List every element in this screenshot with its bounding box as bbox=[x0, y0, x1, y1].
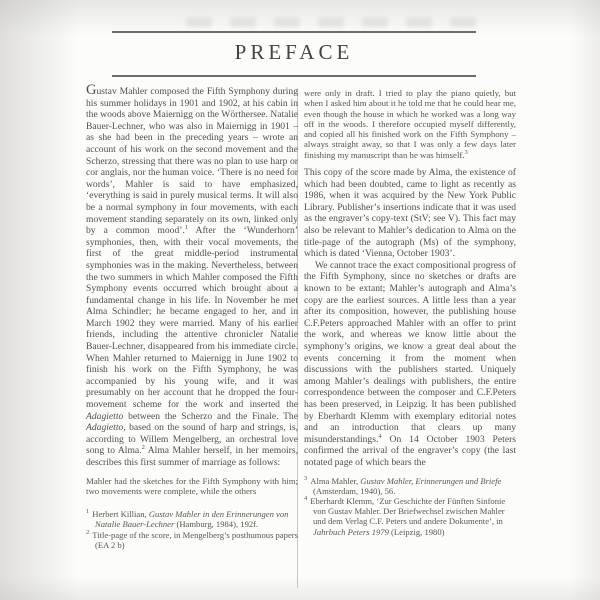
page-title: PREFACE bbox=[234, 40, 354, 64]
right-column bbox=[304, 86, 516, 537]
blockquote-start: Mahler had the sketches for the Fifth Symphony with him; two movements were complete, while the others bbox=[86, 475, 298, 496]
page-bleed-through bbox=[186, 18, 476, 27]
left-column bbox=[86, 82, 298, 550]
footnote-2-text: Title-page of the score, in Mengelberg’s posthumous papers (EA 2 b) bbox=[92, 529, 298, 550]
title-rule-bottom bbox=[112, 75, 476, 77]
footnote-1 bbox=[86, 509, 298, 529]
blockquote-continuation: were only in draft. I tried to play the piano quietly, but when I asked him about it he told me that he could hear me, even though the house in which he worked was a long way off in the woods. I therefore occupied myself differently, and copied all his finished work on the Fifth Symphony – always straight away, so that I was only a few days later finishing my manuscript than he was himself.$^3$ bbox=[304, 88, 516, 160]
footnote-3 bbox=[304, 476, 516, 496]
footnote-4 bbox=[304, 496, 516, 537]
footnote-4-marker: 4 bbox=[304, 495, 308, 503]
footnote-2 bbox=[86, 530, 298, 550]
footnotes-left bbox=[86, 509, 298, 550]
paragraph-compositional-progress: We cannot trace the exact compositional progress of the Fifth Symphony, since no sketches or drafts are known to be extant; Mahler’s autograph and Alma’s copy are the earliest sources. A little less than a year after its composition, however, the publishing house C.F.Peters approached Mahler with an offer to print the work, and whereas we know little about the symphony’s origins, we know a great deal about the events concerning it from the moment when discussions with the publishers started. Uniquely among Mahler’s dealings with publishers, the entire correspondence between the composer and C.F.Peters has been preserved, in Leipzig. It has been published by Eberhardt Klemm with exemplary editorial notes and an introduction that clears up many misunderstandings.$^4$ On 14 October 1903 Peters confirmed the arrival of the engraver’s copy (the last notated page of which bears the bbox=[304, 259, 516, 468]
book-page bbox=[36, 4, 572, 594]
footnote-3-marker: 3 bbox=[304, 474, 308, 482]
main-paragraph: Gustav Mahler composed the Fifth Symphony during his summer holidays in 1901 and 1902, at his cabin in the woods above Maiernigg on the Wörthersee. Natalie Bauer-Lechner, who was also in Maiernigg in 1901 – as she had been in the preceding years – wrote an account of his work on the second movement and the Scherzo, stressing that there was no plan to use harp or cor anglais, nor the human voice. ‘There is no need for words’, Mahler is said to have emphasized, ‘everything is said in purely musical terms. It will also be a normal symphony in four movements, with each movement standing separately on its own, linked only by a common mood’.$^1$ After the ‘Wunderhorn’ symphonies, then, with their vocal movements, the first of the great middle-period instrumental symphonies was in the making. Nevertheless, between the two summers in which Mahler composed the Fifth Symphony events occurred which brought about a fundamental change in his life. In November he met Alma Schindler; he became engaged to her, and in March 1902 they were married. Many of his earlier friends, including the attentive chronicler Natalie Bauer-Lechner, disappeared from his immediate circle. When Mahler returned to Maiernigg in June 1902 to finish his work on the Fifth Symphony, he was accompanied by his young wife, and it was presumably on her account that he dropped the four-movement scheme for the work and inserted the Adagietto between the Scherzo and the Finale. The Adagietto, based on the sound of harp and strings, is, according to Willem Mengelberg, an orchestral love song to Alma.$^2$ Alma Mahler herself, in her memoirs, describes this first summer of marriage as follows: bbox=[86, 82, 298, 468]
paragraph-copy-of-score: This copy of the score made by Alma, the existence of which had been doubted, came to light as recently as 1986, when it was acquired by the New York Public Library. Publisher’s insertions indicate that it was used as the engraver’s copy-text (StV; see V). This fact may also be relevant to Mahler’s dedication to Alma on the title-page of the autograph (Ms) of the symphony, which is dated ‘Vienna, October 1903’. bbox=[304, 167, 516, 260]
footnote-1-marker: 1 bbox=[86, 508, 90, 516]
footnote-1-text: Herbert Killian, Gustav Mahler in den Erinnerungen von Natalie Bauer-Lechner (Hamburg, 1984), 192f. bbox=[92, 509, 289, 530]
footnote-2-marker: 2 bbox=[86, 528, 90, 536]
footnotes-right bbox=[304, 476, 516, 537]
footnote-4-text: Eberhardt Klemm, ‘Zur Geschichte der Fünften Sinfonie von Gustav Mahler. Der Briefwechsel zwischen Mahler und dem Verlag C.F. Peters und andere Dokumente’, in Jahrbuch Peters 1979 (Leipzig, 1980) bbox=[310, 495, 506, 537]
footnote-3-text: Alma Mahler, Gustav Mahler, Erinnerungen und Briefe (Amsterdam, 1940), 56. bbox=[310, 475, 502, 496]
title-rule-top bbox=[112, 31, 476, 33]
